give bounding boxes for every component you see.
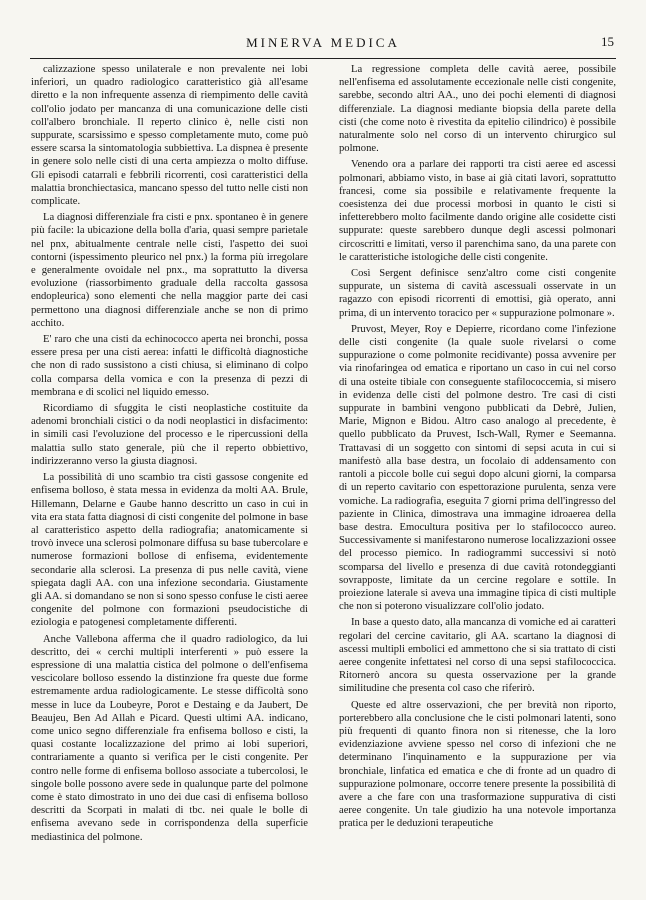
paragraph: Pruvost, Meyer, Roy e Depierre, ricordano come l'infezione delle cisti congenite (la quale suole rivelarsi o come suppurazione o come polmonite recidivante) possa avvenire per via rinofaringea od ematica e riportano un caso in cui nel corso di una osteite tibiale con conseguente stafilococcemia, si misero in evidenza delle cisti del polmone destro. Tre casi di cisti suppurate in bambini vengono pubblicati da Debrè, Julien, Marie, Mignon e Bidou. Altro caso analogo al precedente, è quello pubblicato da Pruvest, Isch-Wall, Rymer e Seemanna. Trattavasi di un soggetto con sintomi di sepsi acuta in cui si manifestò alla base destra, un focolaio di addensamento con rantoli a piccole bolle cui seguì dopo alcuni giorni, la comparsa di un reperto cavitario con espettorazione purulenta, senza vere vomiche. La radiografia, eseguita 7 giorni prima dell'ingresso del paziente in Clinica, dimostrava una immagine idroaerea della base destra. Emocultura positiva per lo stafilococco aureo. Successivamente si manifestarono numerose localizzazioni ossee del processo piemico. In radiogrammi successivi si notò scomparsa del livello e presenza di due cavità rotondeggianti sovrapposte, limitate da un cercine regolare e sottile. In proiezione laterale si aveva una immagine tipica di cisti multiple che non si poterono visualizzare coll'olio jodato. [339, 323, 616, 613]
left-column [31, 63, 308, 847]
journal-title: MINERVA MEDICA [246, 35, 400, 50]
paragraph: Così Sergent definisce senz'altro come cisti congenite suppurate, un sistema di cavità ascessuali osservate in un ragazzo con episodi ricorrenti di emottisi, già operato, anni prima, di un intervento toracico per « suppurazione polmonare ». [339, 268, 616, 319]
paragraph: E' raro che una cisti da echinococco aperta nei bronchi, possa essere presa per una cisti aerea: infatti le difficoltà diagnostiche che non di rado sussistono a cisti chiusa, si eliminano di colpo colla comparsa della vomica e con la presenza di pezzi di membrana e di scolici nel liquido emesso. [31, 334, 308, 398]
paragraph: Anche Vallebona afferma che il quadro radiologico, da lui descritto, dei « cerchi multipli interferenti » può essere la espressione di una malattia cistica del polmone o dell'enfisema vescicolare bolloso essendo la distinzione fra queste due forme estremamente ardua radiologicamente. Le stesse difficoltà sono messe in luce da Loubeyre, Porot e Destaing e da Jaubert, De Beaujeu, Ben Ad Allah e Picard. Questi ultimi AA. indicano, come unico segno differenziale fra enfisema bolloso e cisti, la quasi costante localizzazione del primo ai lobi superiori, contrariamente a quanto si verifica per le cisti congenite. Per contro nelle forme di enfisema bolloso associate a tubercolosi, le singole bolle possono avere sede in qualunque parte del polmone come è stato dimostrato in uno dei due casi di enfisema bolloso descritti da Scorpati in malati di tbc. nei quale le bolle di enfisema avevano sede in corrispondenza della superficie mediastinica del polmone. [31, 633, 308, 843]
header-rule [30, 58, 616, 59]
paragraph: La possibilità di uno scambio tra cisti gassose congenite ed enfisema bolloso, è stata messa in evidenza da molti AA. Brule, Hillemann, Delarne e Gaube hanno descritto un caso in cui in vita era stata fatta diagnosi di cisti congenite del polmone in base al caratteristico aspetto della radiografia; anatomicamente si trovò invece una sclerosi polmonare diffusa su base tubercolare e numerose formazioni bollose di enfisema, evidentemente secondarie alla sclerosi. La presenza di pus nelle cavità, viene spiegata dagli AA. con una infezione secondaria. Giustamente gli AA. si domandano se non si sono spesso confuse le cisti aeree congenite del polmone con formazioni pseudocistiche di eziologia e patogenesi completamente differenti. [31, 472, 308, 629]
page-number: 15 [601, 34, 614, 49]
paragraph: La regressione completa delle cavità aeree, possibile nell'enfisema ed assolutamente eccezionale nelle cisti congenite, sarebbe, secondo altri AA., uno dei pochi elementi di diagnosi differenziale. La diagnosi mediante biopsia della parete della cisti (che come noto è rivestita da epitelio cilindrico) è possibile naturalmente solo nel corso di un intervento chirurgico sul polmone. [339, 64, 616, 155]
paragraph: Ricordiamo di sfuggita le cisti neoplastiche costituite da adenomi bronchiali cistici o da nodi neoplastici in disfacimento: in simili casi l'evoluzione del processo e le ripercussioni della malattia sullo stato generale, più che il reperto obbiettivo, indirizzeranno verso la giusta diagnosi. [31, 403, 308, 467]
paragraph: calizzazione spesso unilaterale e non prevalente nei lobi inferiori, un quadro radiologico caratteristico già all'esame diretto e la non infrequente assenza di riempimento delle cavità coll'olio jodato per mancanza di una comunicazione delle cisti coll'albero bronchiale. Il reperto clinico è, nelle cisti non suppurate, scarsissimo e spesso completamente muto, come può essere scarsa la sintomatologia subbiettiva. La dispnea è presente in genere solo nelle cisti di una certa ampiezza o molto diffuse. Gli episodi catarrali e febbrili ricorrenti, così caratteristici della malattia bronchiectasica, mancano spesso del tutto nelle cisti non complicate. [31, 64, 308, 208]
paragraph: La diagnosi differenziale fra cisti e pnx. spontaneo è in genere più facile: la ubicazione della bolla d'aria, quasi sempre parietale nel pnx, abitualmente centrale nelle cisti, l'aspetto dei suoi contorni (ispessimento pleurico nel pnx.) la forma più irregolare e generalmente ovoidale nel pnx., ma soprattutto la diversa evoluzione (riassorbimento graduale della raccolta gassosa endopleurica) sono elementi che nella maggior parte dei casi permettono una diagnosi differenziale anche se non di primo acchito. [31, 212, 308, 329]
paragraph: Queste ed altre osservazioni, che per brevità non riporto, porterebbero alla conclusione che le cisti polmonari latenti, sono più frequenti di quanto finora non si ritenesse, che la loro evidenziazione avviene spesso nel corso di infezioni che ne determinano l'inquinamento e la suppurazione per via bronchiale, linfatica ed ematica e che di fronte ad un quadro di suppurazione polmonare, occorre tenere presente la possibilità di avere a che fare con una trasformazione suppurativa di cisti aeree congenite. Un tale giudizio ha una notevole importanza pratica per le deduzioni terapeutiche [339, 699, 616, 830]
paragraph: In base a questo dato, alla mancanza di vomiche ed ai caratteri regolari del cercine cavitario, gli AA. scartano la diagnosi di ascessi multipli embolici ed ammettono che si sia trattato di cisti aeree congenite infettatesi nel corso di una sepsi stafilococcica. Ritornerò ancora su questa osservazione per la grande similitudine che presenta col caso che riferirò. [339, 617, 616, 695]
right-column [339, 63, 616, 834]
paragraph: Venendo ora a parlare dei rapporti tra cisti aeree ed ascessi polmonari, abbiamo visto, in base ai già citati lavori, soprattutto francesi, come sia possibile e relativamente frequente la coesistenza dei due processi morbosi in quanto le cisti si infetterebbero molto facilmente dando origine alle cosidette cisti suppurate: queste sarebbero dunque degli ascessi polmonari circoscritti e limitati, verso il parenchima sano, da una parete con le caratteristiche istologiche delle cisti congenite. [339, 159, 616, 263]
